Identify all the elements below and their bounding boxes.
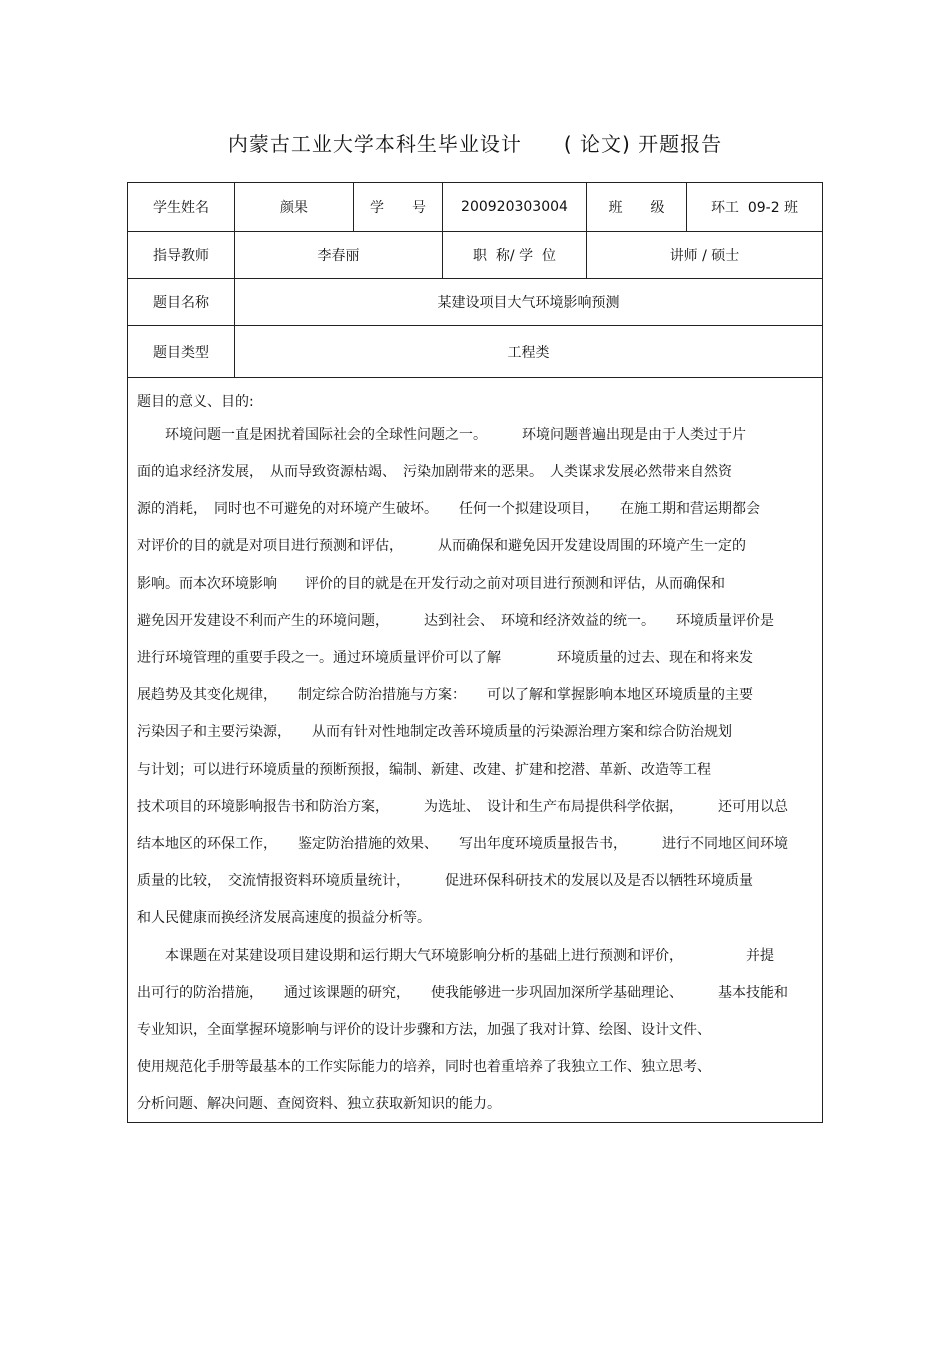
topic-type-value: 工程类 xyxy=(507,344,550,361)
page-title: 内蒙古工业大学本科生毕业设计 ( 论文) 开题报告 xyxy=(227,132,723,156)
student-id-value: 200920303004 xyxy=(461,199,568,215)
advisor-label: 指导教师 xyxy=(153,248,209,264)
student-name-label: 学生姓名 xyxy=(153,200,209,216)
paragraph-line: 结本地区的环保工作， 鉴定防治措施的效果、 写出年度环境质量报告书， 进行不同地区间环境 xyxy=(137,836,788,852)
significance-heading: 题目的意义、目的: xyxy=(137,394,254,410)
paragraph-line: 环境问题一直是困扰着国际社会的全球性问题之一。 环境问题普遍出现是由于人类过于片 xyxy=(137,427,746,443)
paragraph-line: 进行环境管理的重要手段之一。通过环境质量评价可以了解 环境质量的过去、现在和将来发 xyxy=(137,650,753,666)
advisor-rank-value: 讲师 / 硕士 xyxy=(669,248,740,264)
row-divider xyxy=(128,377,822,378)
topic-name-value: 某建设项目大气环境影响预测 xyxy=(437,295,620,311)
paragraph-line: 质量的比较， 交流情报资料环境质量统计， 促进环保科研技术的发展以及是否以牺牲环境质量 xyxy=(137,873,753,889)
paragraph-line: 出可行的防治措施， 通过该课题的研究， 使我能够进一步巩固加深所学基础理论、 基本技能和 xyxy=(137,985,788,1001)
student-id-label: 学 号 xyxy=(370,200,426,216)
paragraph-line: 使用规范化手册等最基本的工作实际能力的培养，同时也着重培养了我独立工作、独立思考、 xyxy=(137,1059,711,1075)
paragraph-line: 专业知识，全面掌握环境影响与评价的设计步骤和方法，加强了我对计算、绘图、设计文件、 xyxy=(137,1022,711,1038)
paragraph-line: 影响。而本次环境影响 评价的目的就是在开发行动之前对项目进行预测和评估，从而确保和 xyxy=(137,576,725,592)
paragraph-line: 与计划；可以进行环境质量的预断预报，编制、新建、改建、扩建和挖潜、革新、改造等工程 xyxy=(137,762,711,778)
paragraph-line: 面的追求经济发展， 从而导致资源枯竭、 污染加剧带来的恶果。 人类谋求发展必然带来自然资 xyxy=(137,464,732,480)
paragraph-line: 分析问题、解决问题、查阅资料、独立获取新知识的能力。 xyxy=(137,1096,501,1112)
advisor-rank-label: 职 称/ 学 位 xyxy=(473,248,556,264)
paragraph-line: 技术项目的环境影响报告书和防治方案， 为选址、 设计和生产布局提供科学依据， 还可用以总 xyxy=(137,799,788,815)
paragraph-line: 本课题在对某建设项目建设期和运行期大气环境影响分析的基础上进行预测和评价， 并提 xyxy=(137,948,774,964)
paragraph-line: 避免因开发建设不利而产生的环境问题， 达到社会、 环境和经济效益的统一。 环境质量评价是 xyxy=(137,613,774,629)
proposal-form xyxy=(127,182,823,1123)
paragraph-line: 对评价的目的就是对项目进行预测和评估， 从而确保和避免因开发建设周围的环境产生一定的 xyxy=(137,538,746,554)
student-name-value: 颜果 xyxy=(280,200,308,216)
paragraph-line: 污染因子和主要污染源， 从而有针对性地制定改善环境质量的污染源治理方案和综合防治规划 xyxy=(137,724,732,740)
paragraph-line: 展趋势及其变化规律， 制定综合防治措施与方案： 可以了解和掌握影响本地区环境质量的主要 xyxy=(137,687,753,703)
topic-type-label: 题目类型 xyxy=(153,344,209,361)
class-value: 环工 09-2 班 xyxy=(710,200,799,216)
topic-name-label: 题目名称 xyxy=(153,295,209,311)
class-label: 班 级 xyxy=(608,200,665,216)
advisor-value: 李春丽 xyxy=(317,248,360,264)
paragraph-line: 源的消耗， 同时也不可避免的对环境产生破坏。 任何一个拟建设项目， 在施工期和营运期都会 xyxy=(137,501,760,517)
paragraph-line: 和人民健康而换经济发展高速度的损益分析等。 xyxy=(137,910,431,926)
